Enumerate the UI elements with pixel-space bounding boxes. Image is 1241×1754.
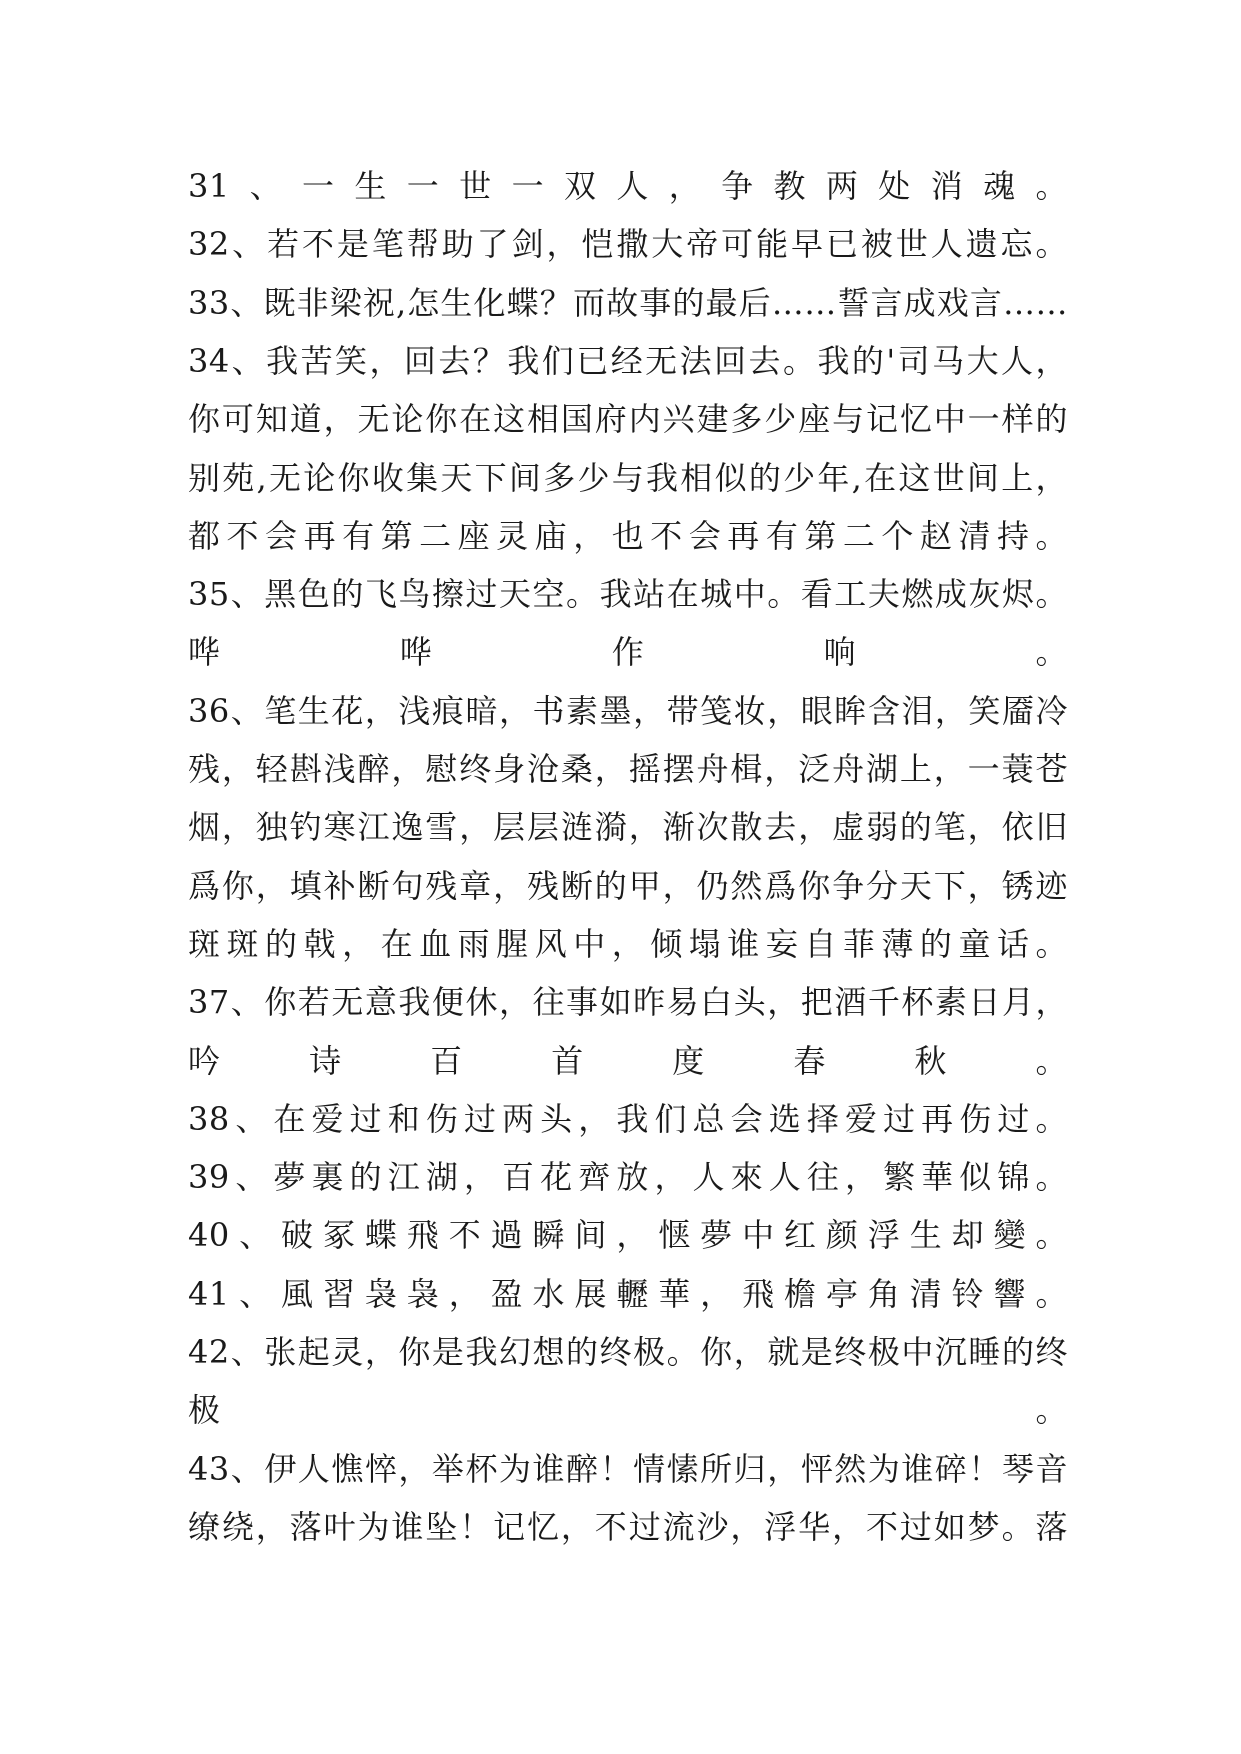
text-line: 31、一生一世一双人，争教两处消魂。 <box>188 167 1068 205</box>
text-line: 36、笔生花，浅痕暗，书素墨，带笺妆，眼眸含泪，笑靥冷 <box>188 691 1068 730</box>
text-line: 别苑,无论你收集天下间多少与我相似的少年,在这世间上， <box>188 458 1068 497</box>
text-line: 33、既非梁祝,怎生化蝶？而故事的最后……誓言成戏言…… <box>188 283 1068 322</box>
text-line: 35、黑色的飞鸟擦过天空。我站在城中。看工夫燃成灰烬。 <box>188 575 1068 614</box>
text-line: 你可知道，无论你在这相国府内兴建多少座与记忆中一样的 <box>188 400 1068 439</box>
text-line: 残，轻斟浅醉，慰终身沧桑，摇摆舟楫，泛舟湖上，一蓑苍 <box>188 750 1068 788</box>
text-line: 39、夢裏的江湖，百花齊放，人來人往，繁華似锦。 <box>188 1158 1068 1197</box>
text-line: 40、破冢蝶飛不過瞬间，惬夢中红颜浮生却變。 <box>188 1216 1068 1255</box>
text-line: 斑斑的戟，在血雨腥风中，倾塌谁妄自菲薄的童话。 <box>188 924 1068 963</box>
text-line: 41、風習袅袅，盈水展轣華，飛檐亭角清铃響。 <box>188 1274 1068 1313</box>
text-line: 缭绕，落叶为谁坠！记忆，不过流沙，浮华，不过如梦。落 <box>188 1507 1068 1546</box>
text-line: 爲你，填补断句残章，残断的甲，仍然爲你争分天下，锈迹 <box>188 866 1068 905</box>
text-line: 哗哗作响。 <box>188 633 1068 672</box>
text-line: 42、张起灵，你是我幻想的终极。你，就是终极中沉睡的终 <box>188 1333 1068 1371</box>
text-line: 32、若不是笔帮助了剑，恺撒大帝可能早已被世人遗忘。 <box>188 225 1068 264</box>
text-line: 43、伊人憔悴，举杯为谁醉！情愫所归，怦然为谁碎！琴音 <box>188 1449 1068 1488</box>
text-line: 吟诗百首度春秋。 <box>188 1041 1068 1080</box>
text-line: 34、我苦笑，回去？我们已经无法回去。我的'司马大人， <box>188 341 1068 380</box>
text-line: 极。 <box>188 1391 1068 1430</box>
text-line: 都不会再有第二座灵庙，也不会再有第二个赵清持。 <box>188 516 1068 555</box>
text-line: 37、你若无意我便休，往事如昨易白头，把酒千杯素日月， <box>188 983 1068 1022</box>
text-line: 38、在爱过和伤过两头，我们总会选择爱过再伤过。 <box>188 1099 1068 1138</box>
text-line: 烟，独钓寒江逸雪，层层涟漪，渐次散去，虚弱的笔，依旧 <box>188 808 1068 847</box>
